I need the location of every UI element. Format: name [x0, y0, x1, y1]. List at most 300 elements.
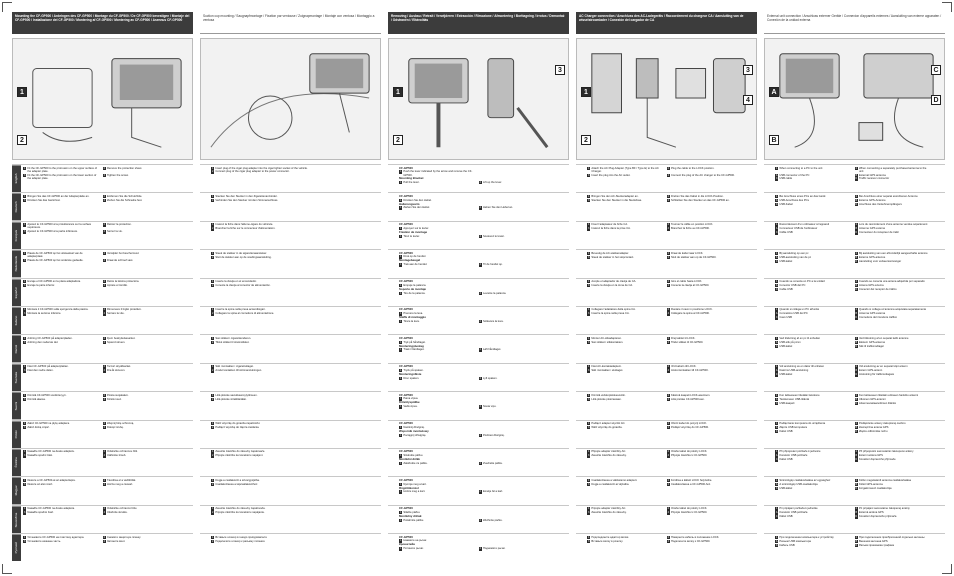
step-text: Dra åt skruven.: [106, 369, 126, 373]
step-number: 3: [24, 511, 26, 515]
language-tab: [576, 279, 585, 306]
language-block: [388, 505, 569, 533]
step-list: [397, 392, 569, 419]
language-block: [12, 192, 193, 220]
step-text: Разъем USB компьютера: [779, 539, 811, 543]
instruction-step: [399, 490, 475, 493]
step-number-badge: C: [931, 65, 941, 75]
step-text: При подключении приобретенной отдельно антенны: [858, 535, 925, 539]
instruction-step: [667, 398, 743, 401]
step-number: 1: [400, 312, 402, 316]
instruction-step: [855, 280, 931, 283]
language-tab: [576, 534, 585, 561]
step-number: 1: [588, 478, 590, 482]
language-block: [12, 391, 193, 419]
language-block: [12, 164, 193, 192]
step-number: C: [775, 458, 778, 462]
instruction-step: [211, 426, 372, 429]
step-text: Podnieś dźwignię.: [482, 433, 505, 437]
step-text: Inserire la spina nella presa accendisigari.: [215, 308, 266, 312]
step-text: Dugja a csatlakozót a szivargyújtóba.: [215, 478, 260, 482]
step-number: A: [775, 369, 778, 373]
section-column: [388, 12, 569, 568]
instruction-list: [200, 164, 381, 564]
step-text: Připojte zástrčku ke konektoru napájení.: [215, 454, 264, 458]
instruction-step: [775, 515, 851, 518]
step-number: 4: [103, 482, 105, 486]
instruction-step: [775, 195, 851, 198]
instruction-step: [211, 252, 372, 255]
step-text: Fordítsa a kábelt LOCK helyzetbe.: [670, 478, 713, 482]
step-number: 1: [400, 539, 402, 543]
language-tab: [200, 506, 209, 533]
step-text: Illessze a CF-GP500-at az adapterlapra.: [27, 478, 76, 482]
step-list: [209, 392, 381, 419]
step-list: [209, 534, 381, 561]
instruction-step: [399, 263, 475, 266]
step-list: [397, 364, 569, 391]
step-list: [585, 279, 757, 306]
step-number-badge: D: [931, 95, 941, 105]
step-text: Bringen Sie den AC-Steckeradapter an.: [591, 194, 639, 198]
language-block: [12, 363, 193, 391]
step-number: 1: [776, 280, 778, 284]
step-number: 1: [212, 336, 214, 340]
step-text: Kiinnitä alaosa.: [27, 397, 46, 401]
language-tab: [200, 165, 209, 192]
instruction-step: [23, 174, 99, 180]
step-number: 3: [24, 284, 26, 288]
instruction-step: [479, 348, 555, 351]
step-number: 1: [400, 433, 402, 437]
step-number: 3: [24, 312, 26, 316]
step-number: 1: [400, 234, 402, 238]
step-text: Steek de stekker in de sigarettenaansteker.: [215, 251, 267, 255]
step-number: 1: [400, 397, 402, 401]
step-text: Draai de schroef vast.: [106, 258, 134, 262]
instruction-step: [775, 544, 851, 547]
step-text: Steek de stekker in het stopcontact.: [591, 255, 634, 259]
language-block: [200, 533, 381, 561]
instruction-step: [855, 426, 931, 429]
step-number: 1: [400, 283, 402, 287]
step-text: Bei Anschluss einer separat erworbenen Antenne: [858, 194, 918, 198]
step-list: [209, 250, 381, 277]
language-block: [576, 505, 757, 533]
step-number: 2: [667, 336, 669, 340]
step-text: Inserte la clavija en la toma de CA.: [591, 284, 633, 288]
step-text: Lyft spaken.: [482, 376, 498, 380]
instruction-step: [479, 263, 555, 266]
instruction-step: [211, 422, 372, 425]
instruction-step: [23, 483, 99, 486]
instruction-step: [855, 337, 931, 340]
step-number-badge: 2: [17, 135, 27, 145]
step-text: Verbinden Sie den Stecker mit dem Stromanschluss.: [215, 198, 279, 202]
step-text: Appuyez sur le levier.: [403, 227, 429, 231]
step-number: 3: [588, 284, 590, 288]
step-number: 4: [667, 539, 669, 543]
step-number: D: [855, 344, 858, 348]
instruction-step: [479, 292, 555, 295]
step-text: Anbring CF-GP500 på adapterpladen.: [27, 336, 73, 340]
step-subheading: CF-GP500: [399, 250, 413, 255]
step-subheading: CF-GP500: [399, 421, 413, 426]
step-number: B: [855, 539, 858, 543]
instruction-step: [587, 536, 663, 539]
step-text: Připojte zástrčku k CF-GP500.: [670, 454, 708, 458]
step-text: Tilslut stikket til strømstikket.: [215, 340, 250, 344]
step-text: When connecting to a PC to the unit: [779, 166, 823, 170]
instruction-step: [855, 199, 931, 202]
step-text: Conecte la clavija al CF-GP500.: [670, 284, 710, 288]
step-text: Plaats de CF-GP500 op het uitsteeksel van de adapterplaat.: [27, 251, 83, 258]
step-number: 3: [588, 198, 590, 202]
instruction-step: [23, 230, 99, 233]
step-number: 2: [667, 166, 669, 170]
step-text: Rimuovere il foglio protettivo.: [106, 308, 142, 312]
illustration: [576, 38, 757, 160]
instruction-step: [587, 199, 663, 202]
language-tab: [576, 193, 585, 220]
instruction-step: [399, 547, 475, 550]
step-number: 4: [667, 369, 669, 373]
instruction-step: [587, 398, 663, 401]
language-block: [764, 363, 945, 391]
step-number: 1: [212, 166, 214, 170]
step-number: 2: [212, 454, 214, 458]
step-number: 3: [588, 173, 590, 177]
step-number: D: [855, 486, 858, 490]
step-list: [397, 193, 569, 220]
step-text: Húzza meg a csavart.: [106, 482, 133, 486]
language-tab: Nederlands: [12, 250, 21, 277]
step-number: 2: [212, 284, 214, 288]
step-text: Obróć kabel do pozycji LOCK.: [670, 422, 707, 426]
step-number: 4: [667, 426, 669, 429]
instruction-step: [103, 536, 179, 539]
instruction-step: [479, 377, 555, 380]
step-text: Poista suojakalvo.: [106, 393, 129, 397]
step-text: Stiskněte páčku.: [403, 454, 424, 458]
step-text: Encaje el CF-GP500 en la placa adaptadora.: [27, 280, 81, 284]
step-list: [585, 364, 757, 391]
language-block: [764, 505, 945, 533]
step-number: 2: [667, 280, 669, 284]
step-text: USB-kaapeli: [779, 401, 795, 405]
step-number: D: [855, 429, 858, 433]
step-text: Konektor USB počítača: [779, 511, 808, 515]
step-number: 2: [103, 393, 105, 397]
step-number: 1: [776, 507, 778, 511]
step-number: 1: [776, 450, 778, 454]
step-number: D: [855, 515, 858, 519]
instruction-step: [103, 195, 179, 198]
instruction-step: [587, 312, 663, 315]
step-text: Fäst AC-kontaktadaptern.: [591, 365, 622, 369]
step-text: Zasuňte zástrčku do zásuvky.: [591, 454, 627, 458]
step-text: Liitä pistoke savukkeensytyttimeen.: [215, 393, 258, 397]
step-number: 2: [855, 507, 857, 511]
language-block: [576, 221, 757, 249]
step-text: Kabel USB: [779, 458, 793, 462]
instruction-step: [667, 454, 743, 457]
instruction-step: [23, 199, 99, 202]
step-number: 1: [776, 365, 778, 369]
step-list: [397, 534, 569, 561]
step-number: 2: [103, 194, 105, 198]
language-block: [388, 363, 569, 391]
instruction-step: [855, 167, 931, 173]
step-text: Подсоедините адаптер вилки.: [591, 535, 629, 539]
step-number-badge: 3: [743, 65, 753, 75]
step-text: Gire el cable hasta LOCK.: [670, 280, 703, 284]
step-number: B: [855, 340, 858, 344]
language-block: [576, 192, 757, 220]
step-list: [209, 222, 381, 249]
language-tab: [576, 477, 585, 504]
step-text: Løft håndtaget.: [482, 348, 502, 352]
language-block: [388, 533, 569, 561]
step-number-badge: 3: [555, 65, 565, 75]
language-tab: [576, 449, 585, 476]
language-tab: [388, 335, 397, 362]
instruction-step: [775, 203, 851, 206]
step-number: 2: [103, 223, 105, 227]
step-subheading: Кронштейн: [399, 542, 415, 547]
step-number: 4: [667, 227, 669, 231]
instruction-step: [103, 540, 179, 543]
step-number: 1: [212, 194, 214, 198]
language-block: [12, 420, 193, 448]
step-number: A: [775, 255, 778, 259]
step-list: [585, 222, 757, 249]
step-text: Collegare la spina al connettore di alimentazione.: [215, 312, 275, 316]
step-text: Connettore USB del PC: [779, 312, 808, 316]
step-text: Dugja a csatlakozót az aljzatba.: [591, 482, 630, 486]
step-list: [585, 193, 757, 220]
language-tab: [764, 222, 773, 249]
section-heading: Mounting the CF-GP500 / Anbringen des CF-GP500 / Montage du CF-GP500 / De CF-GP500 bevestigen / Montaje del CF-GP500 / Installazione del CF-GP500 / Montering af CF-GP500 / Montering av CF-GP500 / Asennus CF-GP500: [12, 12, 193, 34]
step-number: 2: [855, 365, 857, 369]
step-text: USB-stik på pc'en: [779, 340, 801, 344]
step-text: Stecken Sie den Stecker in den Zigarettenanzünder.: [215, 194, 278, 198]
instruction-step: [103, 511, 179, 514]
step-subheading: CF-GP500: [399, 477, 413, 482]
step-text: Illessze az alsó részt.: [27, 482, 53, 486]
language-tab: [388, 193, 397, 220]
step-text: Установите CF-GP500 на пластину адаптера.: [27, 535, 85, 539]
step-list: [209, 506, 381, 533]
crop-mark: [2, 564, 12, 574]
step-text: Heben Sie den Hebel an.: [482, 206, 514, 210]
language-block: [576, 476, 757, 504]
language-block: [576, 533, 757, 561]
step-text: Draai de kabel naar LOCK.: [670, 251, 704, 255]
language-block: [200, 420, 381, 448]
step-number: 1: [400, 482, 402, 486]
instruction-step: [667, 337, 743, 340]
instruction-list: [12, 164, 193, 564]
step-number: 2: [212, 397, 214, 401]
instruction-step: [855, 284, 931, 287]
step-text: Kun laitteeseen liitetään tietokone: [779, 393, 820, 397]
instruction-step: [479, 235, 555, 238]
step-text: Ajustez le CF-GP500 à la protubérance sur la surface supérieure.: [27, 223, 92, 230]
step-text: Pripojte adaptér zástrčky AC.: [591, 507, 627, 511]
step-text: Lors du raccordement d'une antenne vendue séparément: [858, 223, 928, 227]
step-subheading: Kiinnityspidike: [399, 400, 420, 405]
step-list: [773, 279, 945, 306]
step-text: Push the lever indicated by the arrow and remove the CF-GP500.: [403, 170, 473, 177]
step-number: 1: [24, 507, 26, 511]
step-number: 2: [479, 405, 481, 409]
language-block: [576, 391, 757, 419]
step-text: Insérez la fiche dans la prise CA.: [591, 227, 631, 231]
step-text: Schließen Sie den Stecker an das CF-GP500 an.: [670, 198, 730, 202]
step-number: 1: [24, 280, 26, 284]
instruction-step: [855, 544, 931, 547]
step-text: Při připojování počítače k jednotce: [779, 450, 821, 454]
step-number: 1: [588, 535, 590, 539]
step-number: 2: [479, 461, 481, 465]
step-list: [209, 421, 381, 448]
language-tab: Italiano: [12, 307, 21, 334]
language-tab: [388, 279, 397, 306]
step-text: Kiinnitä CF-GP500 sovitinlevyyn.: [27, 393, 67, 397]
step-text: Drücken Sie das Gerät fest.: [27, 198, 61, 202]
step-number: 4: [667, 255, 669, 259]
step-list: [773, 421, 945, 448]
language-block: [200, 363, 381, 391]
language-tab: [764, 279, 773, 306]
step-number: 3: [588, 369, 590, 373]
instruction-step: [667, 174, 743, 177]
step-text: Connecteur USB de l'ordinateur: [779, 227, 818, 231]
instruction-step: [855, 256, 931, 259]
instruction-step: [103, 426, 179, 429]
step-number: 1: [776, 393, 778, 397]
step-number: 1: [212, 251, 214, 255]
language-block: [764, 164, 945, 192]
section-column: [764, 12, 945, 568]
step-number: 2: [479, 433, 481, 437]
step-number: B: [855, 198, 858, 202]
language-block: [576, 334, 757, 362]
language-block: [200, 221, 381, 249]
language-tab: [764, 534, 773, 561]
step-number: 1: [776, 166, 778, 170]
instruction-step: [479, 434, 555, 437]
step-number: 2: [667, 422, 669, 426]
step-text: Kiinnitä verkkopistokesovitin.: [591, 393, 626, 397]
step-number: 4: [103, 312, 105, 316]
instruction-step: [23, 536, 99, 539]
step-list: [209, 449, 381, 476]
step-text: Csatlakoztassa a CF-GP500-hoz.: [670, 482, 712, 486]
language-block: [576, 363, 757, 391]
step-text: Otočte kabel do polohy LOCK.: [670, 450, 708, 454]
instruction-step: [211, 284, 372, 287]
language-block: [200, 249, 381, 277]
step-number: 1: [776, 308, 778, 312]
instruction-step: [23, 195, 99, 198]
step-number: 1: [588, 450, 590, 454]
step-number-badge: 1: [393, 87, 403, 97]
step-text: Włóż wtyczkę do gniazda zapalniczki.: [215, 422, 261, 426]
instruction-step: [855, 487, 931, 490]
step-text: Nosta vipu.: [482, 405, 497, 409]
step-number: D: [855, 373, 858, 377]
instruction-step: [211, 540, 372, 543]
instruction-step: [399, 462, 475, 465]
step-number: 4: [667, 173, 669, 177]
instruction-step: [667, 199, 743, 202]
step-text: USB cable: [779, 177, 793, 181]
step-subheading: Montážny držiak: [399, 513, 422, 518]
step-number: 3: [24, 426, 26, 429]
instruction-step: [103, 369, 179, 372]
instruction-step: [23, 454, 99, 457]
instruction-step: [479, 320, 555, 323]
language-block: [764, 192, 945, 220]
step-number: 2: [212, 340, 214, 344]
language-tab: [388, 364, 397, 391]
step-text: Datorns USB-anslutning: [779, 369, 809, 373]
step-number: 2: [212, 511, 214, 515]
step-text: Inserte la clavija en el encendedor.: [215, 280, 257, 284]
step-number: 1: [24, 194, 26, 198]
step-number: 1: [24, 308, 26, 312]
step-subheading: CF-GP500: [399, 307, 413, 312]
instruction-step: [103, 199, 179, 202]
step-text: Kabel USB: [779, 429, 793, 433]
step-text: Pripojte zástrčku ku konektoru napájania.: [215, 511, 265, 515]
step-list: [773, 222, 945, 249]
step-number: 1: [212, 365, 214, 369]
step-number: 4: [667, 198, 669, 202]
instruction-step: [23, 337, 99, 340]
language-tab: Magyar: [12, 477, 21, 504]
language-tab: [200, 222, 209, 249]
step-number: 1: [588, 507, 590, 511]
step-number: 2: [667, 450, 669, 454]
instruction-step: [775, 479, 851, 482]
step-number: 1: [400, 263, 402, 267]
step-number: 4: [667, 482, 669, 486]
step-list: [209, 477, 381, 504]
step-text: Złącze USB komputera: [779, 426, 808, 429]
step-text: USB-kabel: [779, 344, 793, 348]
step-list: [585, 165, 757, 192]
step-number: 1: [24, 365, 26, 369]
step-number: 1: [24, 336, 26, 340]
step-text: Anslut kontakten till CF-GP500.: [670, 369, 709, 373]
illustration: [200, 38, 381, 160]
step-number: 1: [212, 393, 214, 397]
instruction-step: [587, 284, 663, 287]
language-block: [388, 192, 569, 220]
step-text: Dra i spaken.: [403, 376, 420, 380]
step-text: Stlačte páčku.: [403, 510, 421, 514]
instruction-step: [211, 337, 372, 340]
step-text: Câble USB: [779, 231, 793, 235]
instruction-step: [775, 231, 851, 234]
step-number: B: [855, 482, 858, 486]
language-tab: [200, 421, 209, 448]
step-text: Ta bort skyddsarket.: [106, 365, 132, 369]
step-number: C: [775, 429, 778, 433]
